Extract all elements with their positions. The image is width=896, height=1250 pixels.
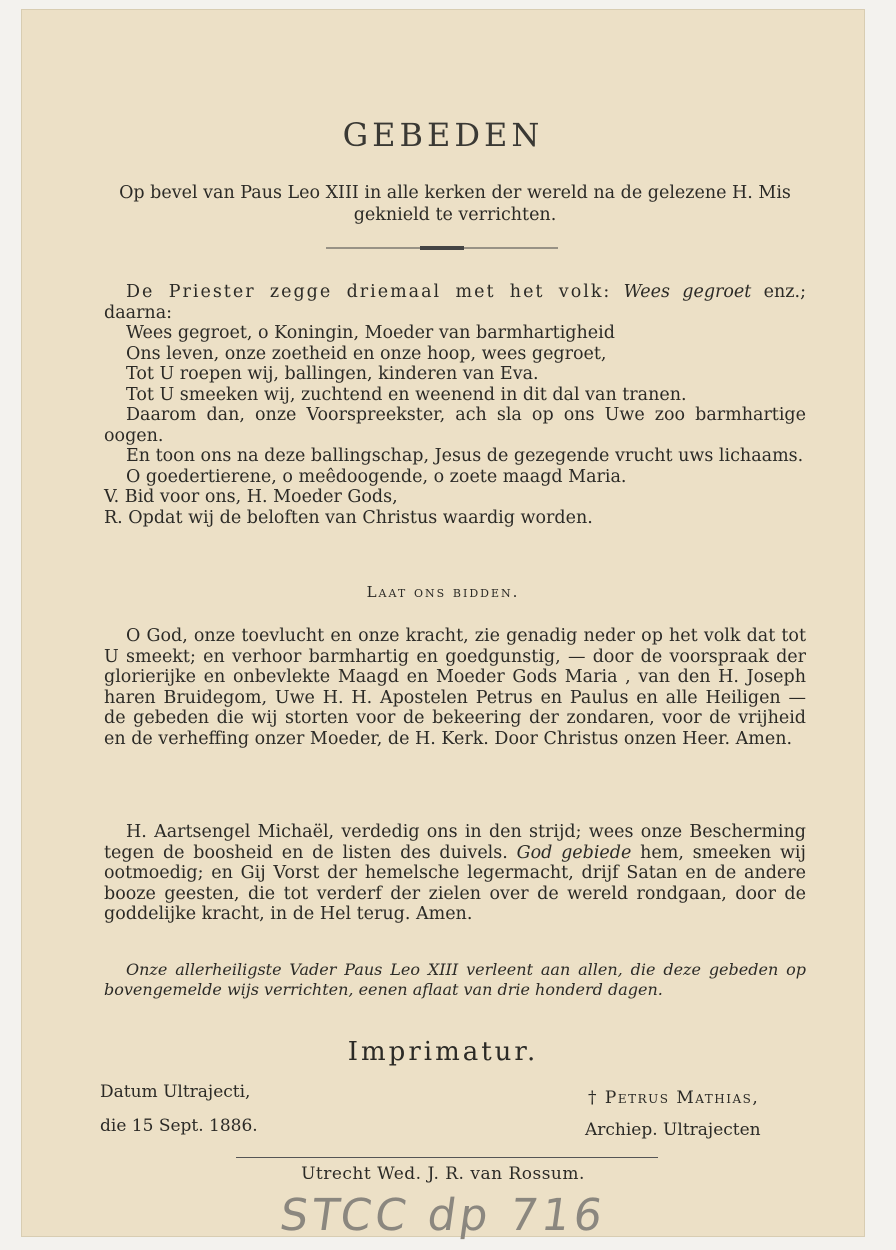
datum-line2: die 15 Sept. 1886.	[100, 1116, 258, 1136]
response: R. Opdat wij de beloften van Christus waardig worden.	[104, 507, 593, 528]
printer-rule	[236, 1157, 658, 1158]
michael-part1: H. Aartsengel Michaël, verdedig ons in den strijd; wees onze Bescherming tegen de boosheid en de listen des duivels.	[104, 822, 806, 863]
archive-shelfmark: STCC dp 716	[276, 1190, 610, 1241]
printer-line: Utrecht Wed. J. R. van Rossum.	[301, 1164, 585, 1184]
oremus-prayer	[104, 626, 806, 749]
oremus-heading: Laat ons bidden.	[366, 583, 520, 601]
salve-line: O goedertierene, o meêdoogende, o zoete maagd Maria.	[126, 466, 627, 487]
salve-line: Wees gegroet, o Koningin, Moeder van barmhartigheid	[126, 323, 615, 343]
ornament-divider	[326, 244, 558, 252]
salve-line: Ons leven, onze zoetheid en onze hoop, wees gegroet,	[126, 343, 607, 364]
salve-line: Tot U roepen wij, ballingen, kinderen van Eva.	[126, 364, 539, 384]
prayer-card	[22, 10, 864, 1241]
imprimatur: Imprimatur.	[347, 1037, 539, 1067]
page-title: GEBEDEN	[342, 116, 544, 154]
michael-prayer	[104, 822, 806, 925]
salve-regina	[104, 282, 806, 528]
bishop-name: † Petrus Mathias,	[588, 1088, 760, 1108]
bishop-title: Archiep. Ultrajecten	[585, 1120, 761, 1140]
salve-line: En toon ons na deze ballingschap, Jesus de gezegende vrucht uws lichaams.	[126, 446, 804, 466]
salve-line: Tot U smeeken wij, zuchtend en weenend in dit dal van tranen.	[126, 384, 687, 405]
intro-text: Op bevel van Paus Leo XIII in alle kerken der wereld na de gelezene H. Mis geknield te verrichten.	[119, 183, 791, 225]
salve-line: Daarom dan, onze Voorspreekster, ach sla op ons Uwe zoo barmhartige oogen.	[104, 405, 806, 446]
salve-lead-italic: Wees gegroet	[623, 282, 752, 302]
michael-part2: hem, smeeken wij ootmoedig; en Gij Vorst der hemelsche legermacht, drijf Satan en de andere booze geesten, die tot verderf der zielen over de wereld rondgaan, door de goddelijke kracht, in de Hel terug. Amen.	[104, 842, 806, 924]
versicle: V. Bid voor ons, H. Moeder Gods,	[104, 487, 398, 507]
oremus-text: O God, onze toevlucht en onze kracht, zie genadig neder op het volk dat tot U smeekt; en verhoor barmhartig en goedgunstig, — door de voorspraak der glorierijke en onbevlekte Maagd en Moeder Gods Maria , van den H. Joseph haren Bruidegom, Uwe H. H. Apostelen Petrus en Paulus en alle Heiligen — de gebeden die wij storten voor de bekeering der zondaren, voor de vrijheid en de verheffing onzer Moeder, de H. Kerk. Door Christus onzen Heer. Amen.	[104, 626, 806, 749]
datum-line1: Datum Ultrajecti,	[100, 1082, 251, 1102]
indulgence-note: Onze allerheiligste Vader Paus Leo XIII verleent aan allen, die deze gebeden op bovengemelde wijs verrichten, eenen aflaat van drie honderd dagen.	[104, 960, 806, 999]
salve-lead-tail: enz.; daarna:	[104, 282, 806, 323]
michael-italic: God gebiede	[516, 842, 632, 863]
salve-lead: De Priester zegge driemaal met het volk:	[126, 282, 612, 302]
